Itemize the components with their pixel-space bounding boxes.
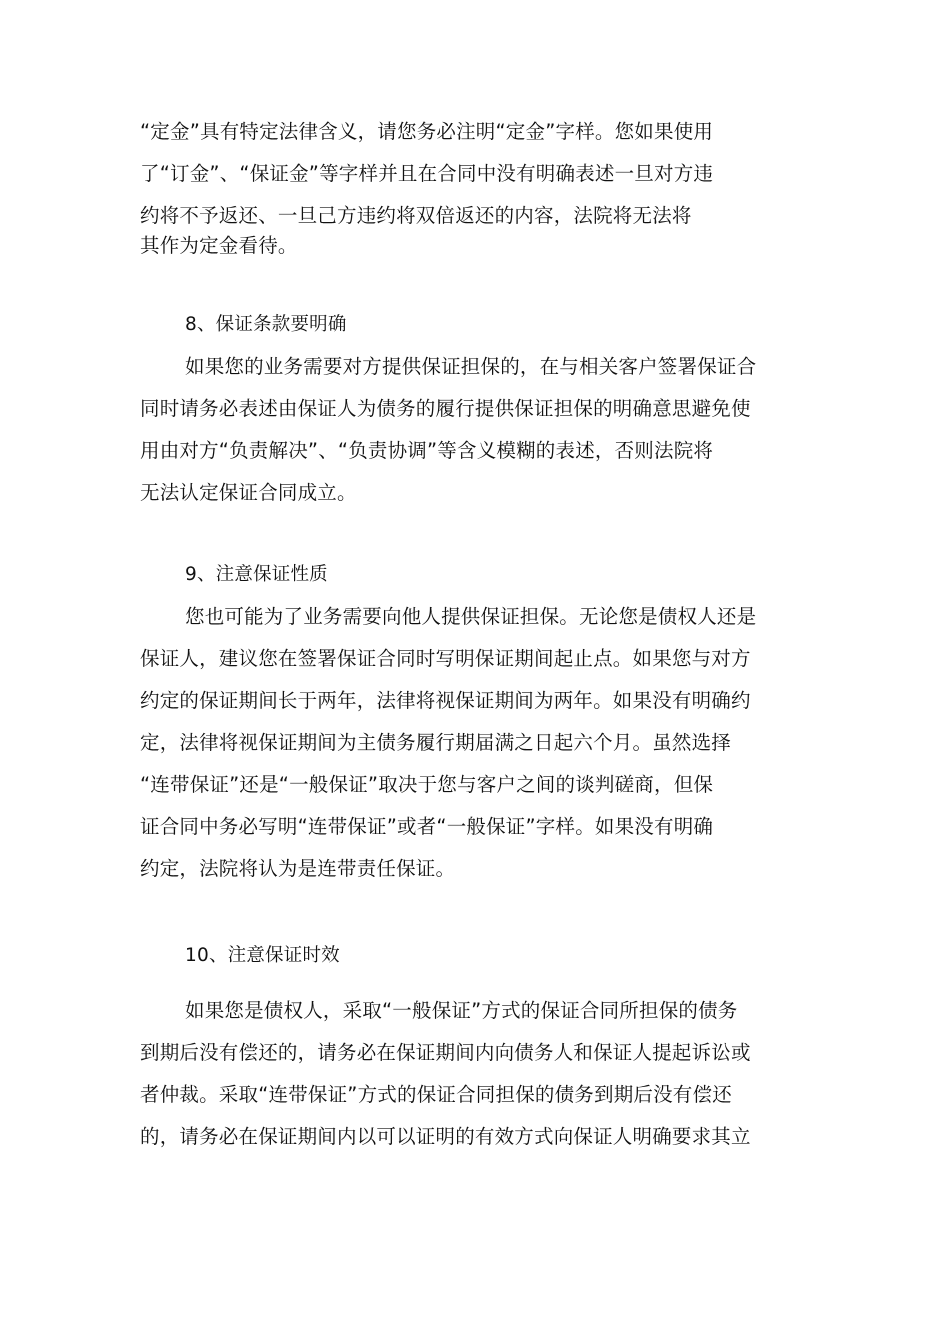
paragraph-line: 保证人，建议您在签署保证合同时写明保证期间起止点。如果您与对方 <box>140 647 751 670</box>
paragraph-line: 您也可能为了业务需要向他人提供保证担保。无论您是债权人还是 <box>185 605 757 628</box>
section-heading-10: 10、注意保证时效 <box>185 945 340 966</box>
paragraph-line: 用由对方“负责解决”、“负责协调”等含义模糊的表述，否则法院将 <box>140 439 714 462</box>
paragraph-line: 证合同中务必写明“连带保证”或者“一般保证”字样。如果没有明确 <box>140 815 714 838</box>
section-heading-9: 9、注意保证性质 <box>185 564 328 585</box>
paragraph-line: 约定的保证期间长于两年，法律将视保证期间为两年。如果没有明确约 <box>140 689 751 712</box>
paragraph-line: 同时请务必表述由保证人为债务的履行提供保证担保的明确意思避免使 <box>140 397 751 420</box>
paragraph-line: “定金”具有特定法律含义，请您务必注明“定金”字样。您如果使用 <box>140 120 714 143</box>
paragraph-line: 无法认定保证合同成立。 <box>140 481 357 504</box>
paragraph-line: 约将不予返还、一旦己方违约将双倍返还的内容，法院将无法将 <box>140 204 692 227</box>
section-heading-8: 8、保证条款要明确 <box>185 314 347 335</box>
paragraph-line: 其作为定金看待。 <box>140 234 298 257</box>
paragraph-line: 者仲裁。采取“连带保证”方式的保证合同担保的债务到期后没有偿还 <box>140 1083 732 1106</box>
paragraph-line: 了“订金”、“保证金”等字样并且在合同中没有明确表述一旦对方违 <box>140 162 714 185</box>
paragraph-line: 定，法律将视保证期间为主债务履行期届满之日起六个月。虽然选择 <box>140 731 732 754</box>
paragraph-line: 到期后没有偿还的，请务必在保证期间内向债务人和保证人提起诉讼或 <box>140 1041 751 1064</box>
paragraph-line: 的，请务必在保证期间内以可以证明的有效方式向保证人明确要求其立 <box>140 1125 751 1148</box>
paragraph-line: 如果您的业务需要对方提供保证担保的，在与相关客户签署保证合 <box>185 355 757 378</box>
paragraph-line: 约定，法院将认为是连带责任保证。 <box>140 857 456 880</box>
paragraph-line: 如果您是债权人，采取“一般保证”方式的保证合同所担保的债务 <box>185 999 738 1022</box>
paragraph-line: “连带保证”还是“一般保证”取决于您与客户之间的谈判磋商，但保 <box>140 773 714 796</box>
